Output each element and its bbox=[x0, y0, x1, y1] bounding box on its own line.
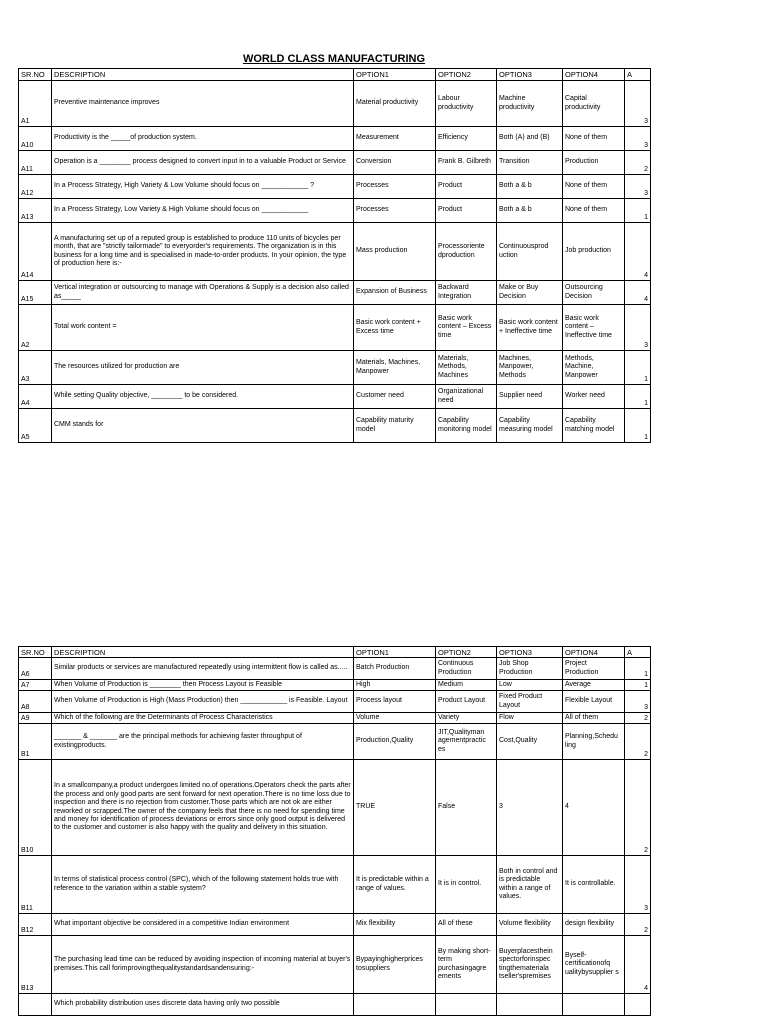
option3-cell: Job Shop Production bbox=[497, 658, 563, 680]
option3-cell: Fixed Product Layout bbox=[497, 691, 563, 713]
answer-cell bbox=[625, 994, 651, 1016]
table-row bbox=[19, 658, 651, 680]
option4-cell: Basic work content – Ineffective time bbox=[563, 305, 625, 351]
sr-no-cell: B12 bbox=[19, 914, 52, 936]
sr-no-cell: A3 bbox=[19, 351, 52, 385]
sr-no-cell: A7 bbox=[19, 680, 52, 691]
option2-cell: Backward Integration bbox=[436, 281, 497, 305]
option1-cell: Capability maturity model bbox=[354, 409, 436, 443]
column-header: OPTION4 bbox=[563, 69, 625, 81]
table-row bbox=[19, 691, 651, 713]
option4-cell: Capital productivity bbox=[563, 81, 625, 127]
description-cell: In a Process Strategy, High Variety & Low Volume should focus on ____________ ? bbox=[52, 175, 354, 199]
option1-cell: Customer need bbox=[354, 385, 436, 409]
answer-cell: 4 bbox=[625, 223, 651, 281]
option4-cell: None of them bbox=[563, 175, 625, 199]
question-table-1 bbox=[18, 68, 651, 443]
column-header: DESCRIPTION bbox=[52, 69, 354, 81]
option2-cell: JIT,Qualityman agementpractic es bbox=[436, 724, 497, 760]
option4-cell: Worker need bbox=[563, 385, 625, 409]
option4-cell: Outsourcing Decision bbox=[563, 281, 625, 305]
page-title: WORLD CLASS MANUFACTURING bbox=[242, 53, 426, 65]
answer-cell: 1 bbox=[625, 680, 651, 691]
answer-cell: 2 bbox=[625, 760, 651, 856]
option4-cell: Planning,Schedu ling bbox=[563, 724, 625, 760]
option2-cell: Labour productivity bbox=[436, 81, 497, 127]
option4-cell: It is controllable. bbox=[563, 856, 625, 914]
option2-cell: By making short-term purchasingagre ements bbox=[436, 936, 497, 994]
sr-no-cell: A1 bbox=[19, 81, 52, 127]
option4-cell: None of them bbox=[563, 127, 625, 151]
answer-cell: 1 bbox=[625, 385, 651, 409]
option1-cell: Production,Quality bbox=[354, 724, 436, 760]
table-row bbox=[19, 713, 651, 724]
answer-cell: 3 bbox=[625, 81, 651, 127]
option1-cell: Mass production bbox=[354, 223, 436, 281]
description-cell: Productivity is the _____of production system. bbox=[52, 127, 354, 151]
answer-cell: 1 bbox=[625, 199, 651, 223]
option1-cell: Materials, Machines, Manpower bbox=[354, 351, 436, 385]
option1-cell: Process layout bbox=[354, 691, 436, 713]
option2-cell: Medium bbox=[436, 680, 497, 691]
option4-cell: All of them bbox=[563, 713, 625, 724]
table-row bbox=[19, 409, 651, 443]
answer-cell: 3 bbox=[625, 691, 651, 713]
table-row bbox=[19, 175, 651, 199]
column-header: SR.NO bbox=[19, 69, 52, 81]
answer-cell: 2 bbox=[625, 151, 651, 175]
table-row bbox=[19, 127, 651, 151]
answer-cell: 2 bbox=[625, 914, 651, 936]
header-row bbox=[19, 647, 651, 658]
column-header: OPTION2 bbox=[436, 647, 497, 658]
option1-cell: Mix flexibility bbox=[354, 914, 436, 936]
sr-no-cell: A11 bbox=[19, 151, 52, 175]
description-cell: Total work content = bbox=[52, 305, 354, 351]
table-row bbox=[19, 680, 651, 691]
column-header: SR.NO bbox=[19, 647, 52, 658]
column-header: A bbox=[625, 647, 651, 658]
option1-cell: TRUE bbox=[354, 760, 436, 856]
description-cell: _______ & _______ are the principal methods for achieving faster throughput of existingproducts. bbox=[52, 724, 354, 760]
description-cell: What important objective be considered in a competitive Indian environment bbox=[52, 914, 354, 936]
option1-cell: High bbox=[354, 680, 436, 691]
option4-cell: Capability matching model bbox=[563, 409, 625, 443]
sr-no-cell: A9 bbox=[19, 713, 52, 724]
description-cell: In terms of statistical process control (SPC), which of the following statement holds true with reference to the variation within a stable system? bbox=[52, 856, 354, 914]
description-cell: A manufacturing set up of a reputed group is established to produce 110 units of bicycles per month, that are "strictly tailormade" to everyorder's requirements. The organization is in this business for a long time and is specialised in made-to-order products. In your opinion, the type of production here is:- bbox=[52, 223, 354, 281]
option3-cell: Buyerplacesthein spectorforinspec tingthematerialа tseller'spremises bbox=[497, 936, 563, 994]
option2-cell: Processoriente dproduction bbox=[436, 223, 497, 281]
option4-cell: None of them bbox=[563, 199, 625, 223]
header-row bbox=[19, 69, 651, 81]
option2-cell: Capability monitoring model bbox=[436, 409, 497, 443]
sr-no-cell: A13 bbox=[19, 199, 52, 223]
table-row bbox=[19, 223, 651, 281]
description-cell: Similar products or services are manufactured repeatedly using intermittent flow is called as..... bbox=[52, 658, 354, 680]
option3-cell: Make or Buy Decision bbox=[497, 281, 563, 305]
option1-cell: Measurement bbox=[354, 127, 436, 151]
description-cell: When Volume of Production is ________ then Process Layout is Feasible bbox=[52, 680, 354, 691]
column-header: OPTION4 bbox=[563, 647, 625, 658]
option2-cell: Basic work content – Excess time bbox=[436, 305, 497, 351]
sr-no-cell: B11 bbox=[19, 856, 52, 914]
option1-cell: Processes bbox=[354, 199, 436, 223]
answer-cell: 1 bbox=[625, 351, 651, 385]
sr-no-cell: A14 bbox=[19, 223, 52, 281]
option2-cell: Product bbox=[436, 199, 497, 223]
sr-no-cell bbox=[19, 994, 52, 1016]
table-row bbox=[19, 914, 651, 936]
answer-cell: 3 bbox=[625, 305, 651, 351]
option3-cell: Both (A) and (B) bbox=[497, 127, 563, 151]
option2-cell: False bbox=[436, 760, 497, 856]
table-row bbox=[19, 856, 651, 914]
sr-no-cell: B10 bbox=[19, 760, 52, 856]
option3-cell: 3 bbox=[497, 760, 563, 856]
description-cell: Which of the following are the Determinants of Process Characteristics bbox=[52, 713, 354, 724]
option4-cell bbox=[563, 994, 625, 1016]
option3-cell: Machine productivity bbox=[497, 81, 563, 127]
option3-cell: Supplier need bbox=[497, 385, 563, 409]
answer-cell: 3 bbox=[625, 175, 651, 199]
answer-cell: 3 bbox=[625, 856, 651, 914]
option3-cell: Transition bbox=[497, 151, 563, 175]
sr-no-cell: B1 bbox=[19, 724, 52, 760]
option3-cell: Capability measuring model bbox=[497, 409, 563, 443]
option2-cell: It is in control. bbox=[436, 856, 497, 914]
option3-cell: Both in control and is predictable within a range of values. bbox=[497, 856, 563, 914]
answer-cell: 1 bbox=[625, 658, 651, 680]
description-cell: CMM stands for bbox=[52, 409, 354, 443]
option4-cell: Average bbox=[563, 680, 625, 691]
sr-no-cell: A2 bbox=[19, 305, 52, 351]
option4-cell: Production bbox=[563, 151, 625, 175]
option3-cell: Both a & b bbox=[497, 199, 563, 223]
option4-cell: Methods, Machine, Manpower bbox=[563, 351, 625, 385]
option1-cell: Conversion bbox=[354, 151, 436, 175]
option2-cell bbox=[436, 994, 497, 1016]
option1-cell: It is predictable within a range of values. bbox=[354, 856, 436, 914]
sr-no-cell: A6 bbox=[19, 658, 52, 680]
answer-cell: 3 bbox=[625, 127, 651, 151]
option1-cell: Bypayinghigherprices tosuppliers bbox=[354, 936, 436, 994]
description-cell: In a smallcompany,a product undergoes limited no.of operations.Operators check the parts after the process and only good parts are sent forward for next operation.There is no time loss due to inspection and there is no rejection from customer.Those parts which are not ok are either reworked or scrapped.The owner of the company feels that there is no need for spending time and money for identification of process deviations or errors since only good output is delivered to the customer and customer is also happy with the quality and delivery in this situation. bbox=[52, 760, 354, 856]
column-header: OPTION2 bbox=[436, 69, 497, 81]
table-row bbox=[19, 724, 651, 760]
option2-cell: Frank B. Gilbreth bbox=[436, 151, 497, 175]
description-cell: The resources utilized for production are bbox=[52, 351, 354, 385]
description-cell: Vertical integration or outsourcing to manage with Operations & Supply is a decision also called as_____ bbox=[52, 281, 354, 305]
option3-cell: Low bbox=[497, 680, 563, 691]
option2-cell: Efficiency bbox=[436, 127, 497, 151]
option4-cell: Flexible Layout bbox=[563, 691, 625, 713]
sr-no-cell: A12 bbox=[19, 175, 52, 199]
option3-cell: Machines, Manpower, Methods bbox=[497, 351, 563, 385]
sr-no-cell: A15 bbox=[19, 281, 52, 305]
option1-cell: Batch Production bbox=[354, 658, 436, 680]
description-cell: When Volume of Production is High (Mass Production) then ____________ is Feasible. Layout bbox=[52, 691, 354, 713]
option2-cell: Organizational need bbox=[436, 385, 497, 409]
option3-cell: Basic work content + Ineffective time bbox=[497, 305, 563, 351]
table-row bbox=[19, 305, 651, 351]
option4-cell: design flexibility bbox=[563, 914, 625, 936]
sr-no-cell: A4 bbox=[19, 385, 52, 409]
option1-cell: Volume bbox=[354, 713, 436, 724]
table-row bbox=[19, 351, 651, 385]
option1-cell: Basic work content + Excess time bbox=[354, 305, 436, 351]
option2-cell: Product bbox=[436, 175, 497, 199]
table-row bbox=[19, 281, 651, 305]
option2-cell: All of these bbox=[436, 914, 497, 936]
option1-cell: Expansion of Business bbox=[354, 281, 436, 305]
table-row bbox=[19, 760, 651, 856]
table-row bbox=[19, 151, 651, 175]
option1-cell: Material productivity bbox=[354, 81, 436, 127]
option4-cell: 4 bbox=[563, 760, 625, 856]
table-row bbox=[19, 81, 651, 127]
description-cell: While setting Quality objective, ________ to be considered. bbox=[52, 385, 354, 409]
column-header: OPTION3 bbox=[497, 647, 563, 658]
sr-no-cell: A8 bbox=[19, 691, 52, 713]
description-cell: The purchasing lead time can be reduced by avoiding inspection of incoming material at buyer's premises.This call forimprovingthequalitystandardsandensuring:- bbox=[52, 936, 354, 994]
option2-cell: Materials, Methods, Machines bbox=[436, 351, 497, 385]
column-header: OPTION3 bbox=[497, 69, 563, 81]
option4-cell: Job production bbox=[563, 223, 625, 281]
answer-cell: 1 bbox=[625, 409, 651, 443]
option3-cell: Flow bbox=[497, 713, 563, 724]
option1-cell bbox=[354, 994, 436, 1016]
sr-no-cell: A5 bbox=[19, 409, 52, 443]
description-cell: Operation is a ________ process designed to convert input in to a valuable Product or Service bbox=[52, 151, 354, 175]
table-row bbox=[19, 199, 651, 223]
table-row bbox=[19, 385, 651, 409]
table-row bbox=[19, 994, 651, 1016]
column-header: OPTION1 bbox=[354, 69, 436, 81]
answer-cell: 2 bbox=[625, 724, 651, 760]
column-header: OPTION1 bbox=[354, 647, 436, 658]
option3-cell: Volume flexibility bbox=[497, 914, 563, 936]
option3-cell: Cost,Quality bbox=[497, 724, 563, 760]
sr-no-cell: B13 bbox=[19, 936, 52, 994]
option2-cell: Product Layout bbox=[436, 691, 497, 713]
sr-no-cell: A10 bbox=[19, 127, 52, 151]
description-cell: Which probability distribution uses discrete data having only two possible bbox=[52, 994, 354, 1016]
column-header: DESCRIPTION bbox=[52, 647, 354, 658]
answer-cell: 2 bbox=[625, 713, 651, 724]
option3-cell bbox=[497, 994, 563, 1016]
answer-cell: 4 bbox=[625, 936, 651, 994]
option3-cell: Both a & b bbox=[497, 175, 563, 199]
description-cell: Preventive maintenance improves bbox=[52, 81, 354, 127]
column-header: A bbox=[625, 69, 651, 81]
option2-cell: Variety bbox=[436, 713, 497, 724]
description-cell: In a Process Strategy, Low Variety & High Volume should focus on ____________ bbox=[52, 199, 354, 223]
option2-cell: Continuous Production bbox=[436, 658, 497, 680]
option1-cell: Processes bbox=[354, 175, 436, 199]
answer-cell: 4 bbox=[625, 281, 651, 305]
table-row bbox=[19, 936, 651, 994]
option3-cell: Continuousprod uction bbox=[497, 223, 563, 281]
option4-cell: Project Production bbox=[563, 658, 625, 680]
question-table-2 bbox=[18, 646, 651, 1016]
option4-cell: Byself-certificationofq ualitybysupplier s bbox=[563, 936, 625, 994]
